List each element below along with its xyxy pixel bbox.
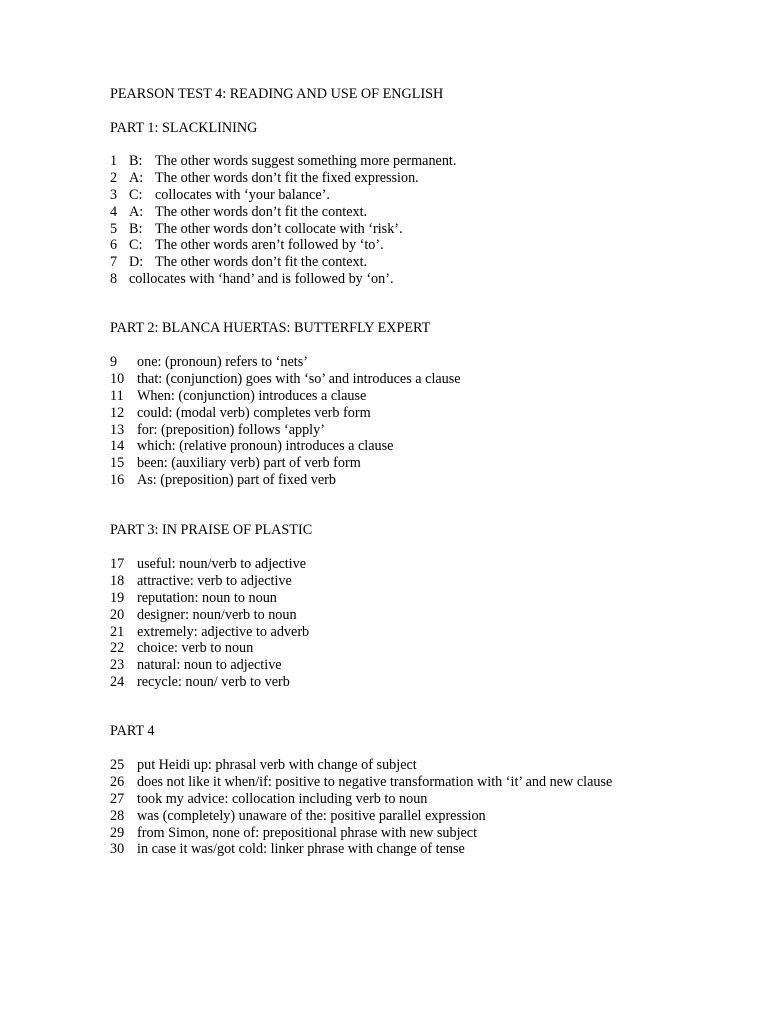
answer-explanation: collocates with ‘hand’ and is followed by ‘on’. <box>129 271 394 288</box>
answer-number: 10 <box>110 370 125 387</box>
answer-explanation: put Heidi up: phrasal verb with change of subject <box>137 757 417 773</box>
answer-number: 13 <box>110 421 125 438</box>
answer-number: 28 <box>110 807 125 824</box>
answer-number: 16 <box>110 472 125 489</box>
answer-number: 20 <box>110 606 125 623</box>
part-3-heading: PART 3: IN PRAISE OF PLASTIC <box>110 522 313 538</box>
answer-explanation: The other words don’t fit the context. <box>155 203 368 220</box>
answer-item <box>110 153 456 170</box>
answer-explanation: extremely: adjective to adverb <box>137 623 310 640</box>
answer-explanation: The other words don’t fit the fixed expression. <box>155 169 419 186</box>
answer-number: 24 <box>110 674 125 691</box>
answer-item <box>110 657 309 674</box>
answer-number: 1 <box>110 153 118 169</box>
answer-item <box>110 271 456 288</box>
answer-number: 29 <box>110 824 125 841</box>
answer-explanation: took my advice: collocation including verb to noun <box>137 790 428 807</box>
answer-number: 30 <box>110 841 125 858</box>
answer-explanation: useful: noun/verb to adjective <box>137 556 307 572</box>
answer-number: 14 <box>110 438 125 455</box>
answer-explanation: in case it was/got cold: linker phrase with change of tense <box>137 841 465 858</box>
answer-item <box>110 371 461 388</box>
answer-item <box>110 221 456 238</box>
answer-item <box>110 237 456 254</box>
answer-number: 5 <box>110 220 118 237</box>
answer-item <box>110 204 456 221</box>
answer-explanation: recycle: noun/ verb to verb <box>137 674 290 691</box>
answer-number: 3 <box>110 186 118 203</box>
answer-explanation: from Simon, none of: prepositional phrase with new subject <box>137 824 478 841</box>
answer-item <box>110 455 461 472</box>
answer-explanation: attractive: verb to adjective <box>137 572 292 589</box>
answer-explanation: As: (preposition) part of fixed verb <box>137 472 336 489</box>
answer-item <box>110 187 456 204</box>
answer-item <box>110 556 309 573</box>
answer-explanation: that: (conjunction) goes with ‘so’ and introduces a clause <box>137 370 461 387</box>
answer-number: 2 <box>110 169 118 186</box>
answer-number: 8 <box>110 271 118 288</box>
answer-letter: A: <box>129 203 144 220</box>
answer-explanation: could: (modal verb) completes verb form <box>137 404 371 421</box>
answer-item <box>110 674 309 691</box>
answer-item <box>110 825 612 842</box>
part-2-heading: PART 2: BLANCA HUERTAS: BUTTERFLY EXPERT <box>110 320 431 336</box>
answer-letter: B: <box>129 220 143 237</box>
answer-number: 11 <box>110 387 124 404</box>
answer-number: 4 <box>110 203 118 220</box>
answer-item <box>110 808 612 825</box>
answer-explanation: natural: noun to adjective <box>137 657 282 674</box>
answer-letter: B: <box>129 153 143 169</box>
answer-letter: C: <box>129 237 143 254</box>
answer-explanation: The other words don’t collocate with ‘risk’. <box>155 220 403 237</box>
answer-explanation: choice: verb to noun <box>137 640 254 657</box>
answer-number: 7 <box>110 254 118 271</box>
answer-item <box>110 590 309 607</box>
answer-explanation: designer: noun/verb to noun <box>137 606 297 623</box>
answer-explanation: was (completely) unaware of the: positive parallel expression <box>137 807 486 824</box>
answer-item <box>110 438 461 455</box>
answer-item <box>110 170 456 187</box>
answer-item <box>110 774 612 791</box>
answer-number: 23 <box>110 657 125 674</box>
answer-item <box>110 791 612 808</box>
answer-number: 22 <box>110 640 125 657</box>
answer-item <box>110 354 461 371</box>
answer-item <box>110 640 309 657</box>
answer-explanation: been: (auxiliary verb) part of verb form <box>137 455 361 472</box>
answer-number: 6 <box>110 237 118 254</box>
answer-letter: D: <box>129 254 144 271</box>
answer-item <box>110 841 612 858</box>
answer-item <box>110 624 309 641</box>
answer-letter: A: <box>129 169 144 186</box>
answer-number: 18 <box>110 572 125 589</box>
answer-item <box>110 405 461 422</box>
part-1-heading: PART 1: SLACKLINING <box>110 120 258 136</box>
document-title: PEARSON TEST 4: READING AND USE OF ENGLISH <box>110 86 444 102</box>
answer-explanation: does not like it when/if: positive to negative transformation with ‘it’ and new clause <box>137 773 613 790</box>
answer-number: 9 <box>110 354 118 370</box>
answer-number: 12 <box>110 404 125 421</box>
answer-explanation: The other words don’t fit the context. <box>155 254 368 271</box>
answer-number: 17 <box>110 556 125 572</box>
answer-item <box>110 573 309 590</box>
answer-item <box>110 607 309 624</box>
answer-number: 25 <box>110 757 125 773</box>
answer-explanation: The other words suggest something more permanent. <box>155 153 457 169</box>
answer-number: 19 <box>110 589 125 606</box>
answer-explanation: When: (conjunction) introduces a clause <box>137 387 367 404</box>
answer-explanation: which: (relative pronoun) introduces a clause <box>137 438 394 455</box>
answer-item <box>110 422 461 439</box>
answer-explanation: for: (preposition) follows ‘apply’ <box>137 421 325 438</box>
answer-item <box>110 254 456 271</box>
answer-number: 15 <box>110 455 125 472</box>
part-4-answer-list <box>110 757 612 858</box>
part-3-answer-list <box>110 556 309 691</box>
answer-item <box>110 757 612 774</box>
answer-number: 26 <box>110 773 125 790</box>
answer-explanation: one: (pronoun) refers to ‘nets’ <box>137 354 308 370</box>
answer-number: 27 <box>110 790 125 807</box>
answer-letter: C: <box>129 186 143 203</box>
answer-explanation: collocates with ‘your balance’. <box>155 186 330 203</box>
answer-item <box>110 388 461 405</box>
answer-explanation: The other words aren’t followed by ‘to’. <box>155 237 384 254</box>
part-2-answer-list <box>110 354 461 489</box>
answer-item <box>110 472 461 489</box>
answer-number: 21 <box>110 623 125 640</box>
answer-explanation: reputation: noun to noun <box>137 589 277 606</box>
part-1-answer-list <box>110 153 456 288</box>
part-4-heading: PART 4 <box>110 723 155 739</box>
